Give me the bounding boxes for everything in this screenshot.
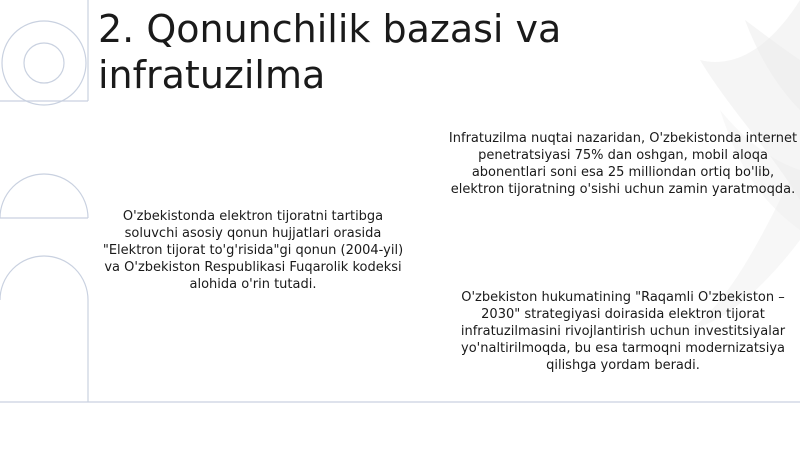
paragraph-infrastructure: Infratuzilma nuqtai nazaridan, O'zbekistonda internet penetratsiyasi 75% dan oshgan, mobil aloqa abonentlari soni esa 25 milliondan ortiq bo'lib, elektron tijoratning o'sishi uchun zamin yaratmoqda. xyxy=(448,131,798,197)
paragraph-strategy: O'zbekiston hukumatining "Raqamli O'zbekiston – 2030" strategiyasi doirasida elektron tijorat infratuzilmasini rivojlantirish uchun investitsiyalar yo'naltirilmoqda, bu esa tarmoqni modernizatsiya qilishga yordam beradi. xyxy=(460,290,786,373)
paragraph-legal-framework: O'zbekistonda elektron tijoratni tartibga soluvchi asosiy qonun hujjatlari orasida "Elektron tijorat to'g'risida"gi qonun (2004-yil) va O'zbekiston Respublikasi Fuqarolik kodeksi alohida o'rin tutadi. xyxy=(102,209,404,292)
slide-title: 2. Qonunchilik bazasi va infratuzilma xyxy=(98,7,562,97)
